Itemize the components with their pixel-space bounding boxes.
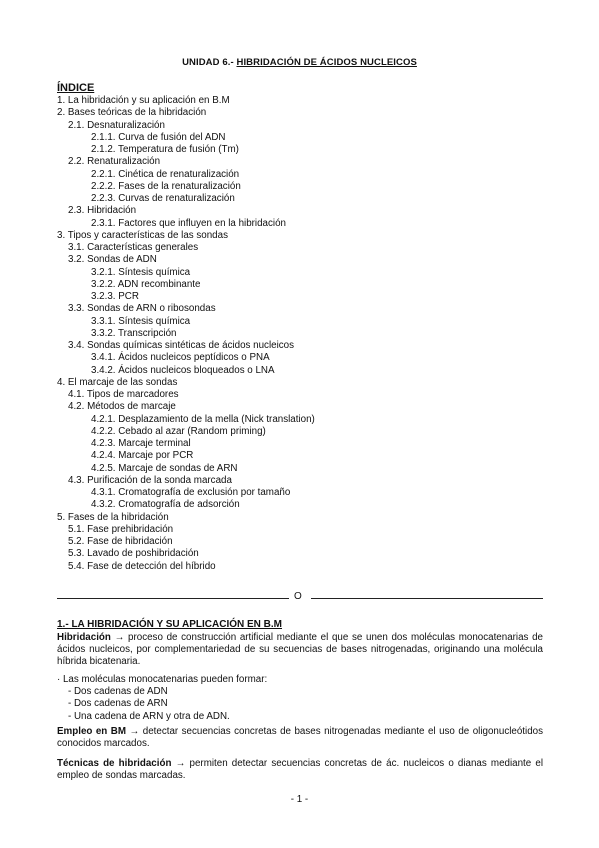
paragraph-molecules (57, 674, 543, 723)
definition-text: detectar secuencias concretas de bases nitrogenadas mediante el uso de oligonucleótidos conocidos marcados. (57, 726, 543, 750)
toc-item: 2.1.2. Temperatura de fusión (Tm) (91, 144, 239, 155)
toc-item: 2.3. Hibridación (68, 205, 137, 217)
toc-item: 5.3. Lavado de poshibridación (68, 548, 199, 560)
toc-item: 4.2.3. Marcaje terminal (91, 438, 191, 449)
separator-symbol: O (294, 591, 302, 602)
toc-item: 3.3. Sondas de ARN o ribosondas (68, 303, 216, 315)
paragraph-hibridacion (57, 632, 543, 669)
toc-item: 2.1. Desnaturalización (68, 119, 165, 131)
list-item: - Dos cadenas de ARN (68, 698, 168, 710)
toc-item: 2.2.3. Curvas de renaturalización (91, 193, 235, 204)
toc-item: 4.3. Purificación de la sonda marcada (68, 474, 232, 486)
section-title: 1.- LA HIBRIDACIÓN Y SU APLICACIÓN EN B.M (57, 619, 283, 630)
paragraph-empleo (57, 726, 543, 750)
paragraph-tecnicas (57, 758, 543, 782)
separator-line-right (311, 598, 543, 599)
toc-item: 4.3.1. Cromatografía de exclusión por tamaño (91, 487, 291, 498)
toc-item: 5.2. Fase de hibridación (68, 536, 173, 547)
index-heading: ÍNDICE (57, 82, 95, 94)
list-item: - Una cadena de ARN y otra de ADN. (68, 710, 230, 722)
title-prefix: UNIDAD 6.- (182, 57, 237, 68)
toc-item: 3.1. Características generales (68, 242, 199, 253)
toc-item: 3.2.2. ADN recombinante (91, 278, 201, 290)
toc-item: 3. Tipos y características de las sondas (57, 229, 228, 241)
term-hibridacion: Hibridación (57, 632, 111, 643)
arrow: → (110, 632, 129, 643)
toc-item: 3.3.2. Transcripción (91, 327, 177, 339)
title-main: HIBRIDACIÓN DE ÁCIDOS NUCLEICOS (236, 57, 417, 68)
toc-item: 3.4. Sondas químicas sintéticas de ácidos nucleicos (68, 340, 294, 351)
arrow: → (126, 726, 143, 737)
table-of-contents (57, 95, 557, 573)
section-separator (57, 592, 543, 606)
toc-item: 3.2. Sondas de ADN (68, 254, 157, 266)
toc-item: 2.2. Renaturalización (68, 156, 161, 168)
page-title (0, 57, 599, 68)
toc-item: 4.2.1. Desplazamiento de la mella (Nick translation) (91, 413, 315, 425)
molecules-intro: · Las moléculas monocatenarias pueden formar: (57, 674, 268, 685)
separator-line-left (57, 598, 289, 599)
toc-item: 4.2. Métodos de marcaje (68, 401, 176, 413)
definition-text: permiten detectar secuencias concretas de ác. nucleicos o dianas mediante el empleo de sondas marcadas. (57, 758, 543, 782)
toc-item: 3.3.1. Síntesis química (91, 315, 191, 327)
toc-item: 3.4.1. Ácidos nucleicos peptídicos o PNA (91, 352, 270, 364)
toc-item: 1. La hibridación y su aplicación en B.M (57, 95, 230, 106)
term-tecnicas: Técnicas de hibridación (57, 758, 172, 769)
list-item: - Dos cadenas de ADN (68, 686, 168, 698)
toc-item: 4.2.5. Marcaje de sondas de ARN (91, 462, 238, 474)
toc-item: 3.4.2. Ácidos nucleicos bloqueados o LNA (91, 364, 275, 376)
page-number: - 1 - (290, 794, 309, 805)
arrow: → (171, 758, 190, 769)
toc-item: 4.2.4. Marcaje por PCR (91, 450, 194, 462)
toc-item: 2.2.1. Cinética de renaturalización (91, 168, 240, 180)
toc-item: 3.2.3. PCR (91, 291, 139, 302)
toc-item: 4.2.2. Cebado al azar (Random priming) (91, 425, 266, 437)
toc-item: 5.4. Fase de detección del híbrido (68, 560, 216, 572)
definition-text: proceso de construcción artificial mediante el que se unen dos moléculas monocatenarias de ácidos nucleicos, por complementariedad de su secuencias de bases nitrogenadas, originando una molécula híbrida bicatenaria. (57, 632, 543, 668)
toc-item: 4.3.2. Cromatografía de adsorción (91, 499, 240, 511)
toc-item: 2.2.2. Fases de la renaturalización (91, 180, 241, 192)
toc-item: 4. El marcaje de las sondas (57, 376, 178, 388)
toc-item: 2.1.1. Curva de fusión del ADN (91, 131, 226, 143)
toc-item: 2. Bases teóricas de la hibridación (57, 107, 207, 119)
toc-item: 3.2.1. Síntesis química (91, 266, 191, 278)
toc-item: 2.3.1. Factores que influyen en la hibridación (91, 217, 286, 229)
toc-item: 5.1. Fase prehibridación (68, 523, 174, 535)
term-empleo: Empleo en BM (57, 726, 127, 737)
toc-item: 5. Fases de la hibridación (57, 511, 169, 523)
toc-item: 4.1. Tipos de marcadores (68, 389, 179, 400)
